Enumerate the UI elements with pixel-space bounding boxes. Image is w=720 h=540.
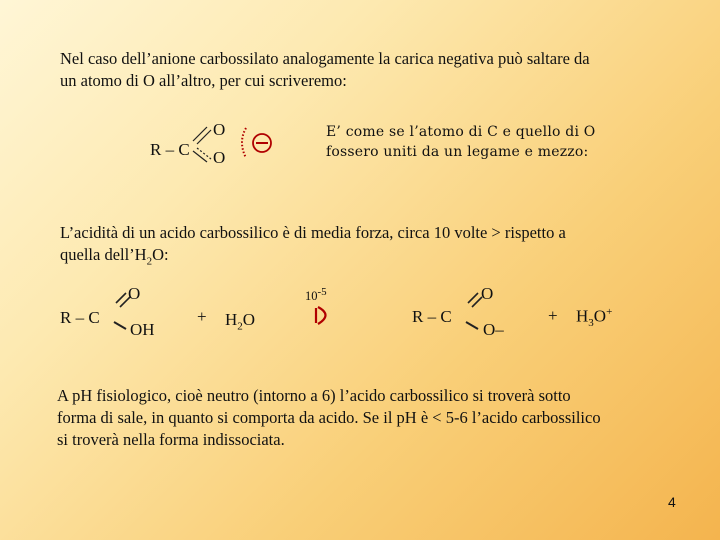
note-line-1: E’ come se l’atomo di C e quello di O — [326, 124, 596, 140]
plus-sign-2: + — [548, 306, 558, 325]
carboxylate-bond-bottom-a — [193, 151, 207, 162]
carboxylate-o-bottom: O — [213, 148, 226, 167]
acid-r-c: R – C — [60, 308, 100, 327]
ph-line-1: A pH fisiologico, cioè neutro (intorno a 6) l’acido carbossilico si troverà sotto — [57, 386, 571, 405]
carboxylate-r-c-right: R – C — [412, 307, 452, 326]
intro-line-2: un atomo di O all’altro, per cui scriveremo: — [60, 71, 347, 90]
acidity-line-1: L’acidità di un acido carbossilico è di media forza, circa 10 volte > rispetto a — [60, 223, 566, 242]
carboxylate-o-right: O — [481, 284, 494, 303]
note-line-2: fossero uniti da un legame e mezzo: — [326, 144, 589, 160]
carboxylate-double-bond-b — [197, 130, 211, 144]
carboxylate-r-c: R – C — [150, 140, 190, 159]
acid-oh: OH — [130, 320, 155, 339]
acidity-line-2: quella $dell’H_2O$: — [60, 245, 169, 268]
page-number: 4 — [668, 494, 676, 510]
equilibrium-arrows-icon — [316, 307, 326, 324]
carboxylate-right-single-bond — [466, 322, 478, 329]
plus-sign-1: + — [197, 307, 207, 326]
carboxylate-double-bond-a — [193, 127, 207, 141]
carboxylate-o-minus: O– — [483, 320, 504, 339]
equilibrium-constant: $10^{-5}$ — [305, 286, 327, 304]
carboxylate-bond-bottom-b — [197, 148, 211, 159]
carboxylate-o-top: O — [213, 120, 226, 139]
ph-line-3: si troverà nella forma indissociata. — [57, 430, 285, 449]
acid-o: O — [128, 284, 141, 303]
intro-line-1: Nel caso dell’anione carbossilato analogamente la carica negativa può saltare da — [60, 49, 590, 68]
ph-line-2: forma di sale, in quanto si comporta da acido. Se il pH è < 5-6 l’acido carbossilico — [57, 408, 601, 427]
hydronium: $H_3O^+$ — [576, 306, 613, 330]
water: $H_2O$ — [225, 310, 256, 333]
delocalization-arc — [242, 128, 246, 158]
acid-single-bond — [114, 322, 126, 329]
